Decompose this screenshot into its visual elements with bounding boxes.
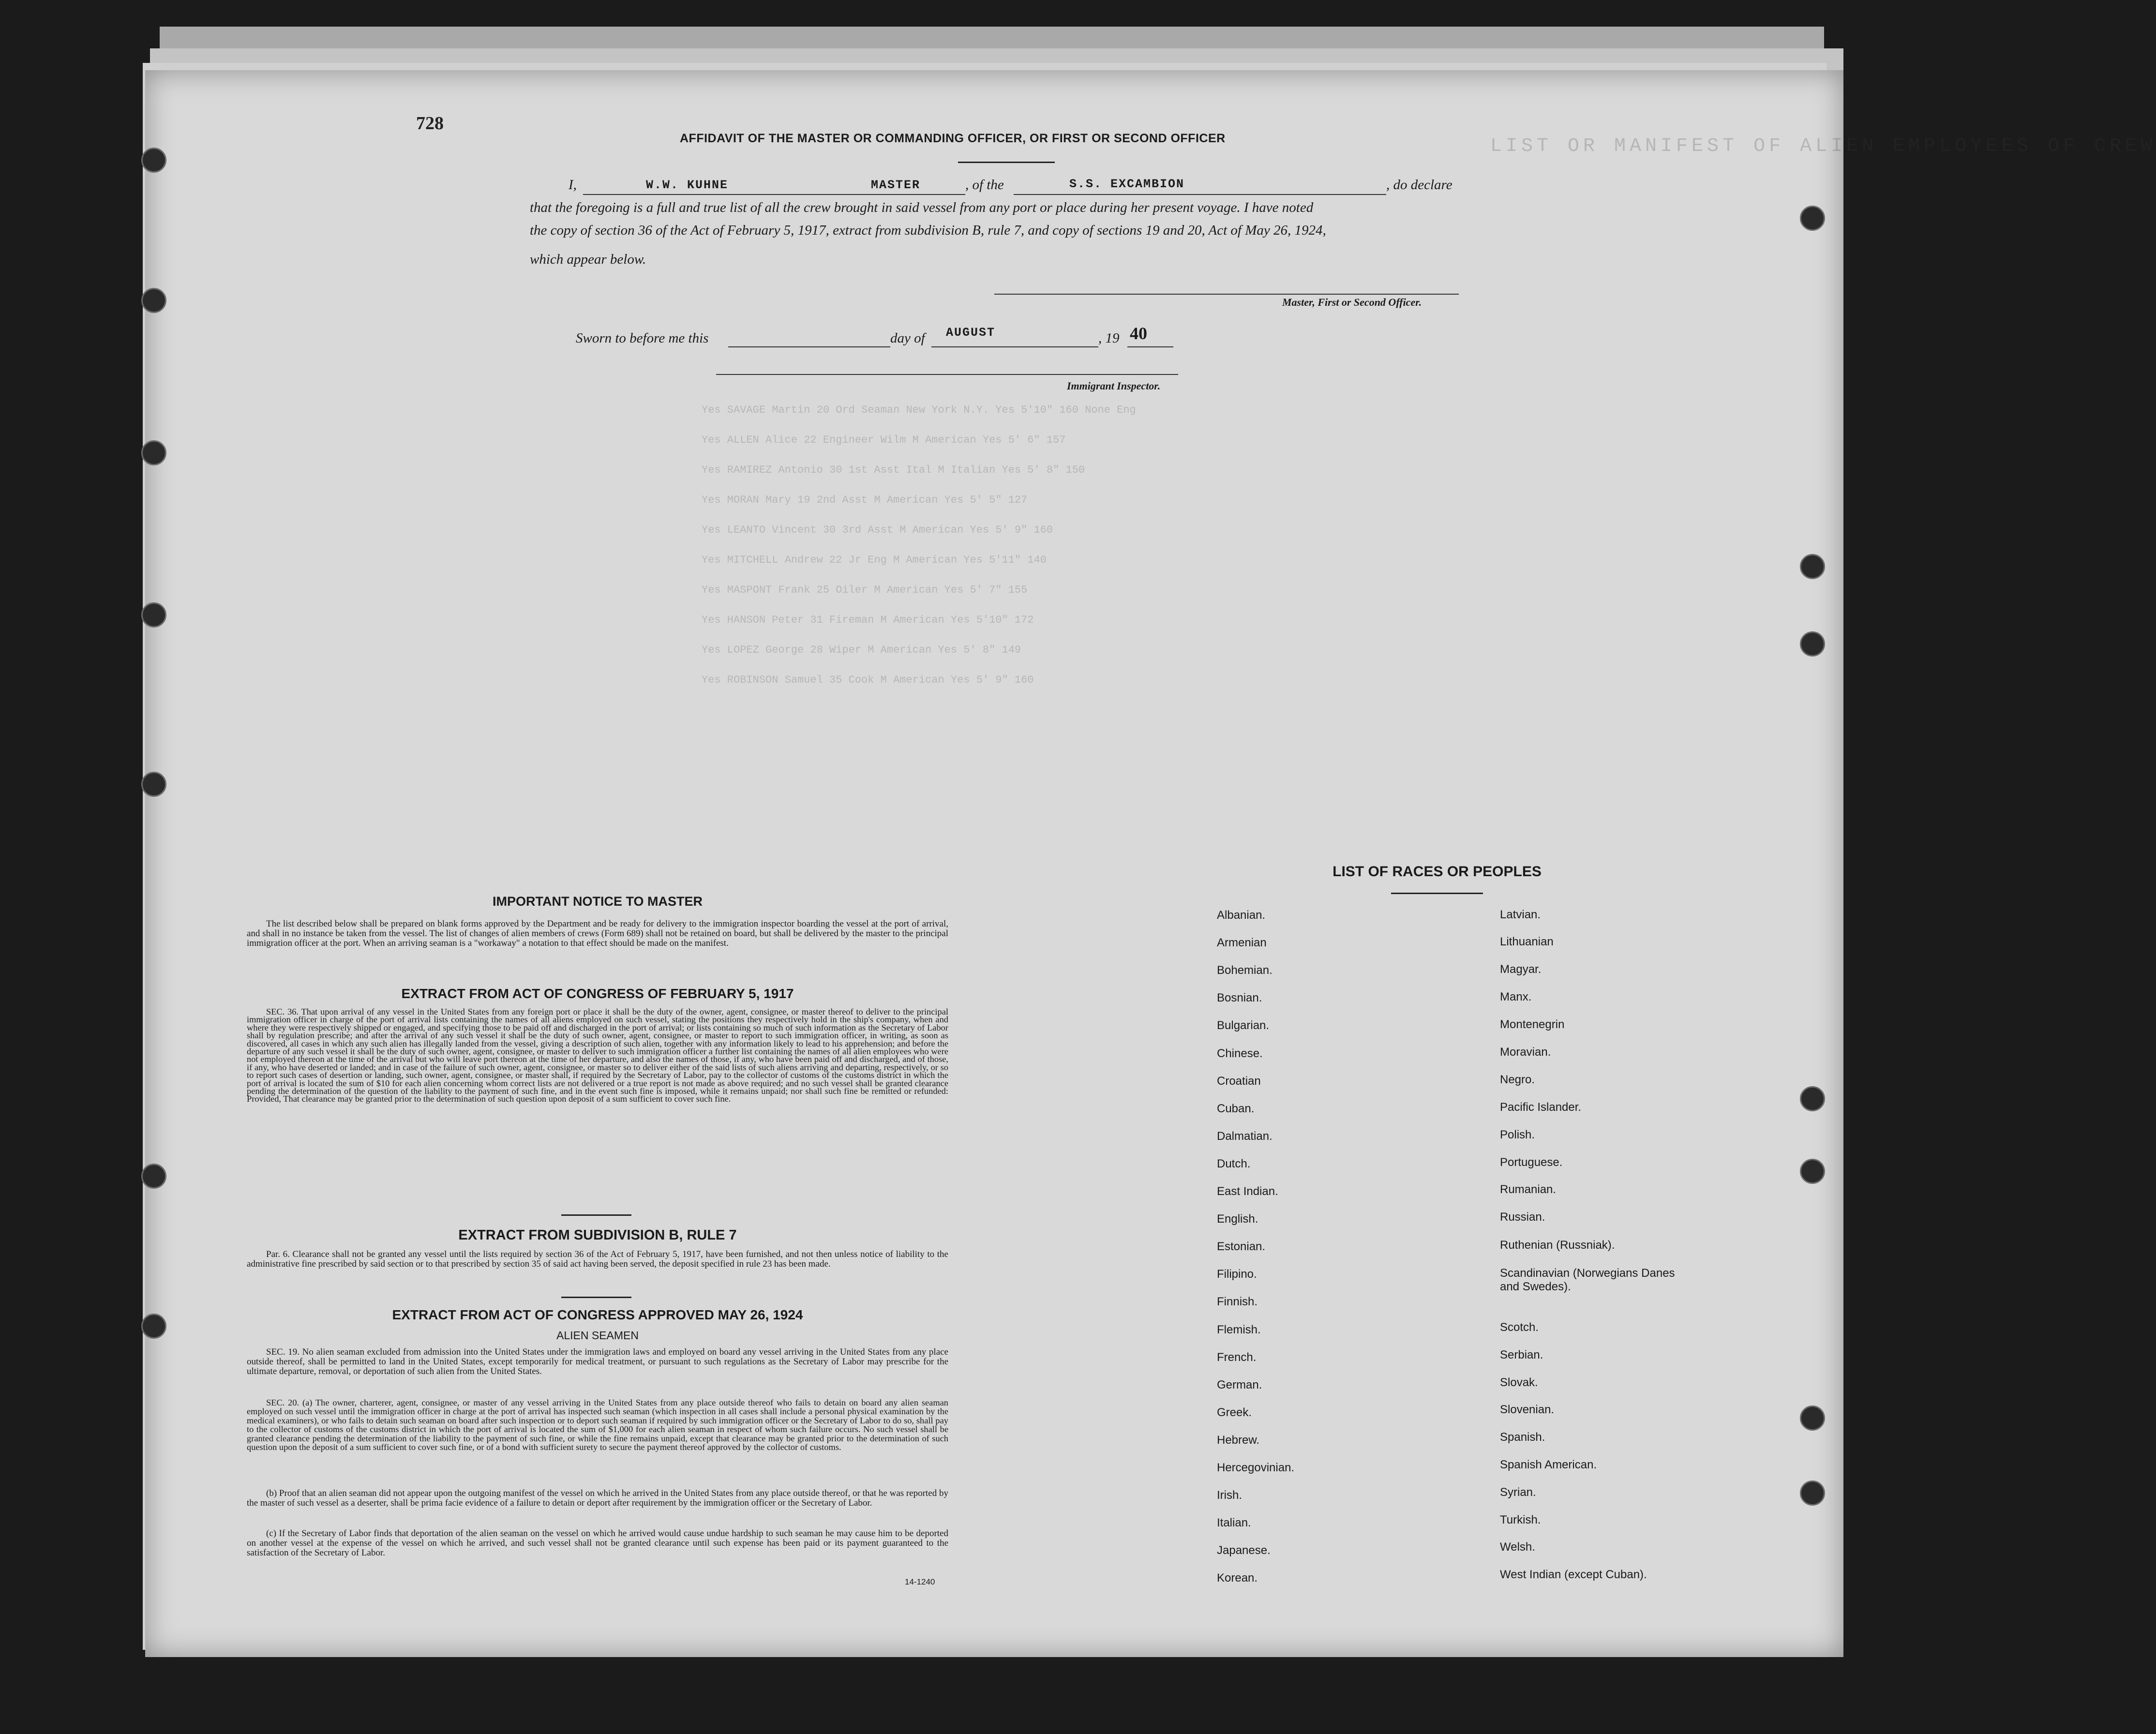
race-item: Bulgarian. xyxy=(1217,1019,1270,1032)
race-item: Albanian. xyxy=(1217,909,1266,922)
extract-1917-title: EXTRACT FROM ACT OF CONGRESS OF FEBRUARY 5, 1917 xyxy=(401,986,794,1001)
section-divider xyxy=(561,1214,631,1216)
punch-hole xyxy=(141,288,166,313)
affidavit-line-4: which appear below. xyxy=(530,252,646,267)
race-item: Syrian. xyxy=(1500,1486,1536,1499)
punch-hole xyxy=(141,602,166,628)
rule7-text: Par. 6. Clearance shall not be granted any vessel until the lists required by section 36 of the Act of February 5, 1917, have been furnished, and not then unless notice of liability to the administrative fine prescribed by said section or to that prescribed by section 35 of said act having been served, the deposit specified in rule 23 has been made. xyxy=(247,1249,948,1269)
inspector-signature-line xyxy=(716,359,1178,375)
affidavit-line-2: that the foregoing is a full and true list of all the crew brought in said vessel from any port or place during her present voyage. I have noted xyxy=(530,200,1314,215)
bleed-through-row: Yes LEANTO Vincent 30 3rd Asst M American Yes 5' 9" 160 xyxy=(702,524,1053,536)
punch-hole xyxy=(1800,206,1825,231)
race-item: Magyar. xyxy=(1500,963,1542,976)
race-item: Italian. xyxy=(1217,1516,1251,1530)
race-item: Montenegrin xyxy=(1500,1018,1565,1031)
race-item: Scandinavian (Norwegians Danes and Swedes). xyxy=(1500,1267,1675,1293)
punch-hole xyxy=(141,1164,166,1189)
sworn-day-line xyxy=(728,329,890,347)
punch-hole xyxy=(1800,1480,1825,1506)
extract-1924-title: EXTRACT FROM ACT OF CONGRESS APPROVED MAY 26, 1924 xyxy=(392,1307,803,1322)
day-of-label: day of xyxy=(890,330,925,346)
bleed-through-row: Yes ROBINSON Samuel 35 Cook M American Yes 5' 9" 160 xyxy=(702,674,1034,686)
race-item: Slovak. xyxy=(1500,1376,1538,1389)
bleed-through-row: Yes ALLEN Alice 22 Engineer Wilm M American Yes 5' 6" 157 xyxy=(702,434,1066,446)
title-divider xyxy=(958,162,1055,163)
race-item: East Indian. xyxy=(1217,1185,1278,1198)
race-item: English. xyxy=(1217,1212,1258,1226)
year-prefix: , 19 xyxy=(1098,330,1120,346)
bleed-through-row: Yes LOPEZ George 28 Wiper M American Yes 5' 8" 149 xyxy=(702,644,1021,656)
punch-hole xyxy=(1800,631,1825,657)
affidavit-i-label: I, xyxy=(569,177,577,193)
bleed-through-row: Yes HANSON Peter 31 Fireman M American Yes 5'10" 172 xyxy=(702,614,1034,626)
race-item: Manx. xyxy=(1500,990,1532,1003)
master-caption: Master, First or Second Officer. xyxy=(1282,296,1422,308)
race-item: Negro. xyxy=(1500,1073,1535,1086)
races-title: LIST OF RACES OR PEOPLES xyxy=(1333,864,1542,880)
race-item: Portuguese. xyxy=(1500,1156,1563,1169)
master-name: W.W. KUHNE xyxy=(646,178,729,192)
race-item: Slovenian. xyxy=(1500,1403,1555,1416)
sec19-text: SEC. 19. No alien seaman excluded from admission into the United States under the immigration laws and employed on board any vessel arriving in the United States from any place outside thereof, shall be permitted to land in the United States, except temporarily for medical treatment, or pursuant to such regulations as the Secretary of Labor may prescribe for the ultimate departure, removal, or deportation of such alien from the United States. xyxy=(247,1347,948,1376)
punch-hole xyxy=(141,148,166,173)
rule7-title: EXTRACT FROM SUBDIVISION B, RULE 7 xyxy=(458,1227,737,1243)
sec20c-text: (c) If the Secretary of Labor finds that deportation of the alien seaman on the vessel on which he arrived would cause undue hardship to such seaman he may cause him to be deported on another vessel at the expense of the vessel on which he arrived, and such vessel shall not be granted clearance until such expense has been paid or its payment guaranteed to the satisfaction of the Secretary of Labor. xyxy=(247,1528,948,1558)
master-signature-line xyxy=(994,278,1459,295)
bleed-through-row: Yes MITCHELL Andrew 22 Jr Eng M American Yes 5'11" 140 xyxy=(702,554,1047,566)
punch-hole xyxy=(1800,1405,1825,1431)
race-item: Filipino. xyxy=(1217,1268,1257,1281)
bleed-through-row: Yes SAVAGE Martin 20 Ord Seaman New York N.Y. Yes 5'10" 160 None Eng xyxy=(702,404,1136,416)
race-item: Moravian. xyxy=(1500,1046,1551,1059)
punch-hole xyxy=(141,1314,166,1339)
race-item: Hebrew. xyxy=(1217,1433,1260,1447)
affidavit-title: AFFIDAVIT OF THE MASTER OR COMMANDING OFFICER, OR FIRST OR SECOND OFFICER xyxy=(680,132,1226,145)
race-item: Irish. xyxy=(1217,1489,1243,1502)
race-item: Lithuanian xyxy=(1500,935,1554,948)
inspector-caption: Immigrant Inspector. xyxy=(1067,380,1161,392)
race-item: Croatian xyxy=(1217,1074,1261,1088)
sworn-year: 40 xyxy=(1130,324,1147,343)
race-item: Japanese. xyxy=(1217,1544,1271,1557)
race-item: Latvian. xyxy=(1500,908,1541,921)
race-item: Bosnian. xyxy=(1217,991,1262,1005)
race-item: Finnish. xyxy=(1217,1295,1258,1309)
race-item: Flemish. xyxy=(1217,1323,1261,1336)
punch-hole xyxy=(1800,1086,1825,1111)
race-item: Armenian xyxy=(1217,936,1267,950)
race-item: Estonian. xyxy=(1217,1240,1266,1254)
punch-hole xyxy=(1800,1159,1825,1184)
race-item: Chinese. xyxy=(1217,1046,1263,1060)
notice-text: The list described below shall be prepared on blank forms approved by the Department and be ready for delivery to the immigration inspector boarding the vessel at the port of arrival, and shall in no instance be taken from the vessel. The list of changes of alien members of crews (Form 689) shall not be retained on board, but shall be delivered by the master to the principal immigration officer at the port. When an arriving seaman is a "workaway" a notation to that effect should be made on the manifest. xyxy=(247,919,948,948)
affidavit-line-3: the copy of section 36 of the Act of February 5, 1917, extract from subdivision B, rule 7, and copy of sections 19 and 20, Act of May 26, 1924, xyxy=(530,223,1326,238)
race-item: German. xyxy=(1217,1378,1262,1391)
master-rank: MASTER xyxy=(871,178,921,192)
race-item: Bohemian. xyxy=(1217,964,1273,977)
race-item: Korean. xyxy=(1217,1571,1258,1585)
race-item: Cuban. xyxy=(1217,1102,1255,1115)
bleed-through-row: Yes RAMIREZ Antonio 30 1st Asst Ital M Italian Yes 5' 8" 150 xyxy=(702,464,1085,476)
notice-title: IMPORTANT NOTICE TO MASTER xyxy=(493,894,703,909)
bleed-through-heading: LIST OR MANIFEST OF ALIEN EMPLOYEES OF CREW xyxy=(1490,135,2156,157)
race-item: Dutch. xyxy=(1217,1157,1251,1170)
race-item: Rumanian. xyxy=(1500,1183,1557,1196)
sworn-month: AUGUST xyxy=(946,326,996,340)
race-item: Russian. xyxy=(1500,1211,1545,1224)
race-item: Dalmatian. xyxy=(1217,1129,1273,1143)
sec20a-text: SEC. 20. (a) The owner, charterer, agent, consignee, or master of any vessel arriving in the United States from any place outside thereof who fails to detain on board any alien seaman employed on such vessel until the immigration officer in charge at the port of arrival has inspected such seaman (which inspection in all cases shall include a personal physical examination by the medical examiners), or who fails to detain such seaman on board after such inspection or to deport such seaman if required by such immigration officer or the Secretary of Labor to do so, shall pay to the collector of customs of the customs district in which the port of arrival is located the sum of $1,000 for each alien seaman in respect of whom such failure occurs. No such vessel shall be granted clearance pending the determination of the liability to the payment of such fine, or while the fine remains unpaid, except that clearance may be granted prior to the determination of such question upon the deposit of a sum sufficient to cover such fine, or of a bond with sufficient surety to secure the payment thereof approved by the collector of customs. xyxy=(247,1398,948,1452)
do-declare-label: , do declare xyxy=(1386,177,1452,193)
race-item: Serbian. xyxy=(1500,1348,1543,1361)
stamp-number: 728 xyxy=(416,113,444,134)
year-line xyxy=(1127,329,1173,347)
race-item: Polish. xyxy=(1500,1128,1535,1141)
section-divider xyxy=(561,1297,631,1298)
bleed-through-row: Yes MASPONT Frank 25 Oiler M American Yes 5' 7" 155 xyxy=(702,584,1028,596)
vessel-name: S.S. EXCAMBION xyxy=(1069,177,1185,191)
races-divider xyxy=(1391,893,1483,894)
race-item: Turkish. xyxy=(1500,1513,1541,1526)
race-item: Spanish American. xyxy=(1500,1458,1597,1471)
form-number: 14-1240 xyxy=(905,1577,935,1586)
race-item: Welsh. xyxy=(1500,1540,1535,1554)
race-item: West Indian (except Cuban). xyxy=(1500,1568,1647,1581)
sec20b-text: (b) Proof that an alien seaman did not appear upon the outgoing manifest of the vessel on which he arrived in the United States from any place outside thereof, or that he was reported by the master of such vessel as a deserter, shall be prima facie evidence of a failure to detain or deport after requirement by the immigration officer or the Secretary of Labor. xyxy=(247,1488,948,1508)
punch-hole xyxy=(1800,554,1825,579)
bleed-through-row: Yes MORAN Mary 19 2nd Asst M American Yes 5' 5" 127 xyxy=(702,494,1028,506)
race-item: French. xyxy=(1217,1350,1257,1364)
sworn-label: Sworn to before me this xyxy=(576,330,709,346)
race-item: Spanish. xyxy=(1500,1431,1545,1444)
extract-1917-text: SEC. 36. That upon arrival of any vessel in the United States from any foreign port or place it shall be the duty of the owner, agent, consignee, or master thereof to deliver to the principal immigration officer in charge of the port of arrival lists containing the names of all aliens employed on such vessel, stating the positions they respectively hold in the ship's company, when and where they were respectively shipped or engaged, and specifying those to be paid off and discharged in the port of arrival; or lists containing so much of such information as the Secretary of Labor shall by regulation prescribe; and after the arrival of any such vessel it shall be the duty of such owner, agent, consignee, or master to report to such immigration officer, in writing, as soon as discovered, all cases in which any such alien has illegally landed from the vessel, giving a description of such alien, together with any information likely to lead to his apprehension; and before the departure of any such vessel it shall be the duty of such owner, agent, consignee, or master to deliver to such immigration officer a further list containing the names of all alien employees who were not employed thereon at the time of the arrival but who will leave port thereon at the time of her departure, and also the names of those, if any, who have been paid off and discharged, and of those, if any, who have deserted or landed; and in case of the failure of such owner, agent, consignee, or master so to deliver either of the said lists of such aliens arriving and departing, respectively, or so to report such cases of desertion or landing, such owner, agent, consignee, or master shall, if required by the Secretary of Labor, pay to the collector of customs of the customs district in which the port of arrival is located the sum of $10 for each alien concerning whom correct lists are not delivered or a true report is not made as above required; and no such vessel shall be granted clearance pending the determination of the question of the liability to the payment of such fine, and in the event such fine is imposed, while it remains unpaid; nor shall such fine be remitted or refunded: Provided, That clearance may be granted prior to the determination of such question upon deposit of a sum sufficient to cover such fine. xyxy=(247,1007,948,1104)
punch-hole xyxy=(141,772,166,797)
race-item: Pacific Islander. xyxy=(1500,1101,1582,1114)
alien-seamen-subtitle: ALIEN SEAMEN xyxy=(556,1329,639,1342)
race-item: Scotch. xyxy=(1500,1321,1539,1334)
race-item: Greek. xyxy=(1217,1405,1252,1419)
race-item: Ruthenian (Russniak). xyxy=(1500,1239,1615,1252)
punch-hole xyxy=(141,440,166,465)
race-item: Hercegovinian. xyxy=(1217,1461,1295,1474)
of-the-label: , of the xyxy=(965,177,1004,193)
